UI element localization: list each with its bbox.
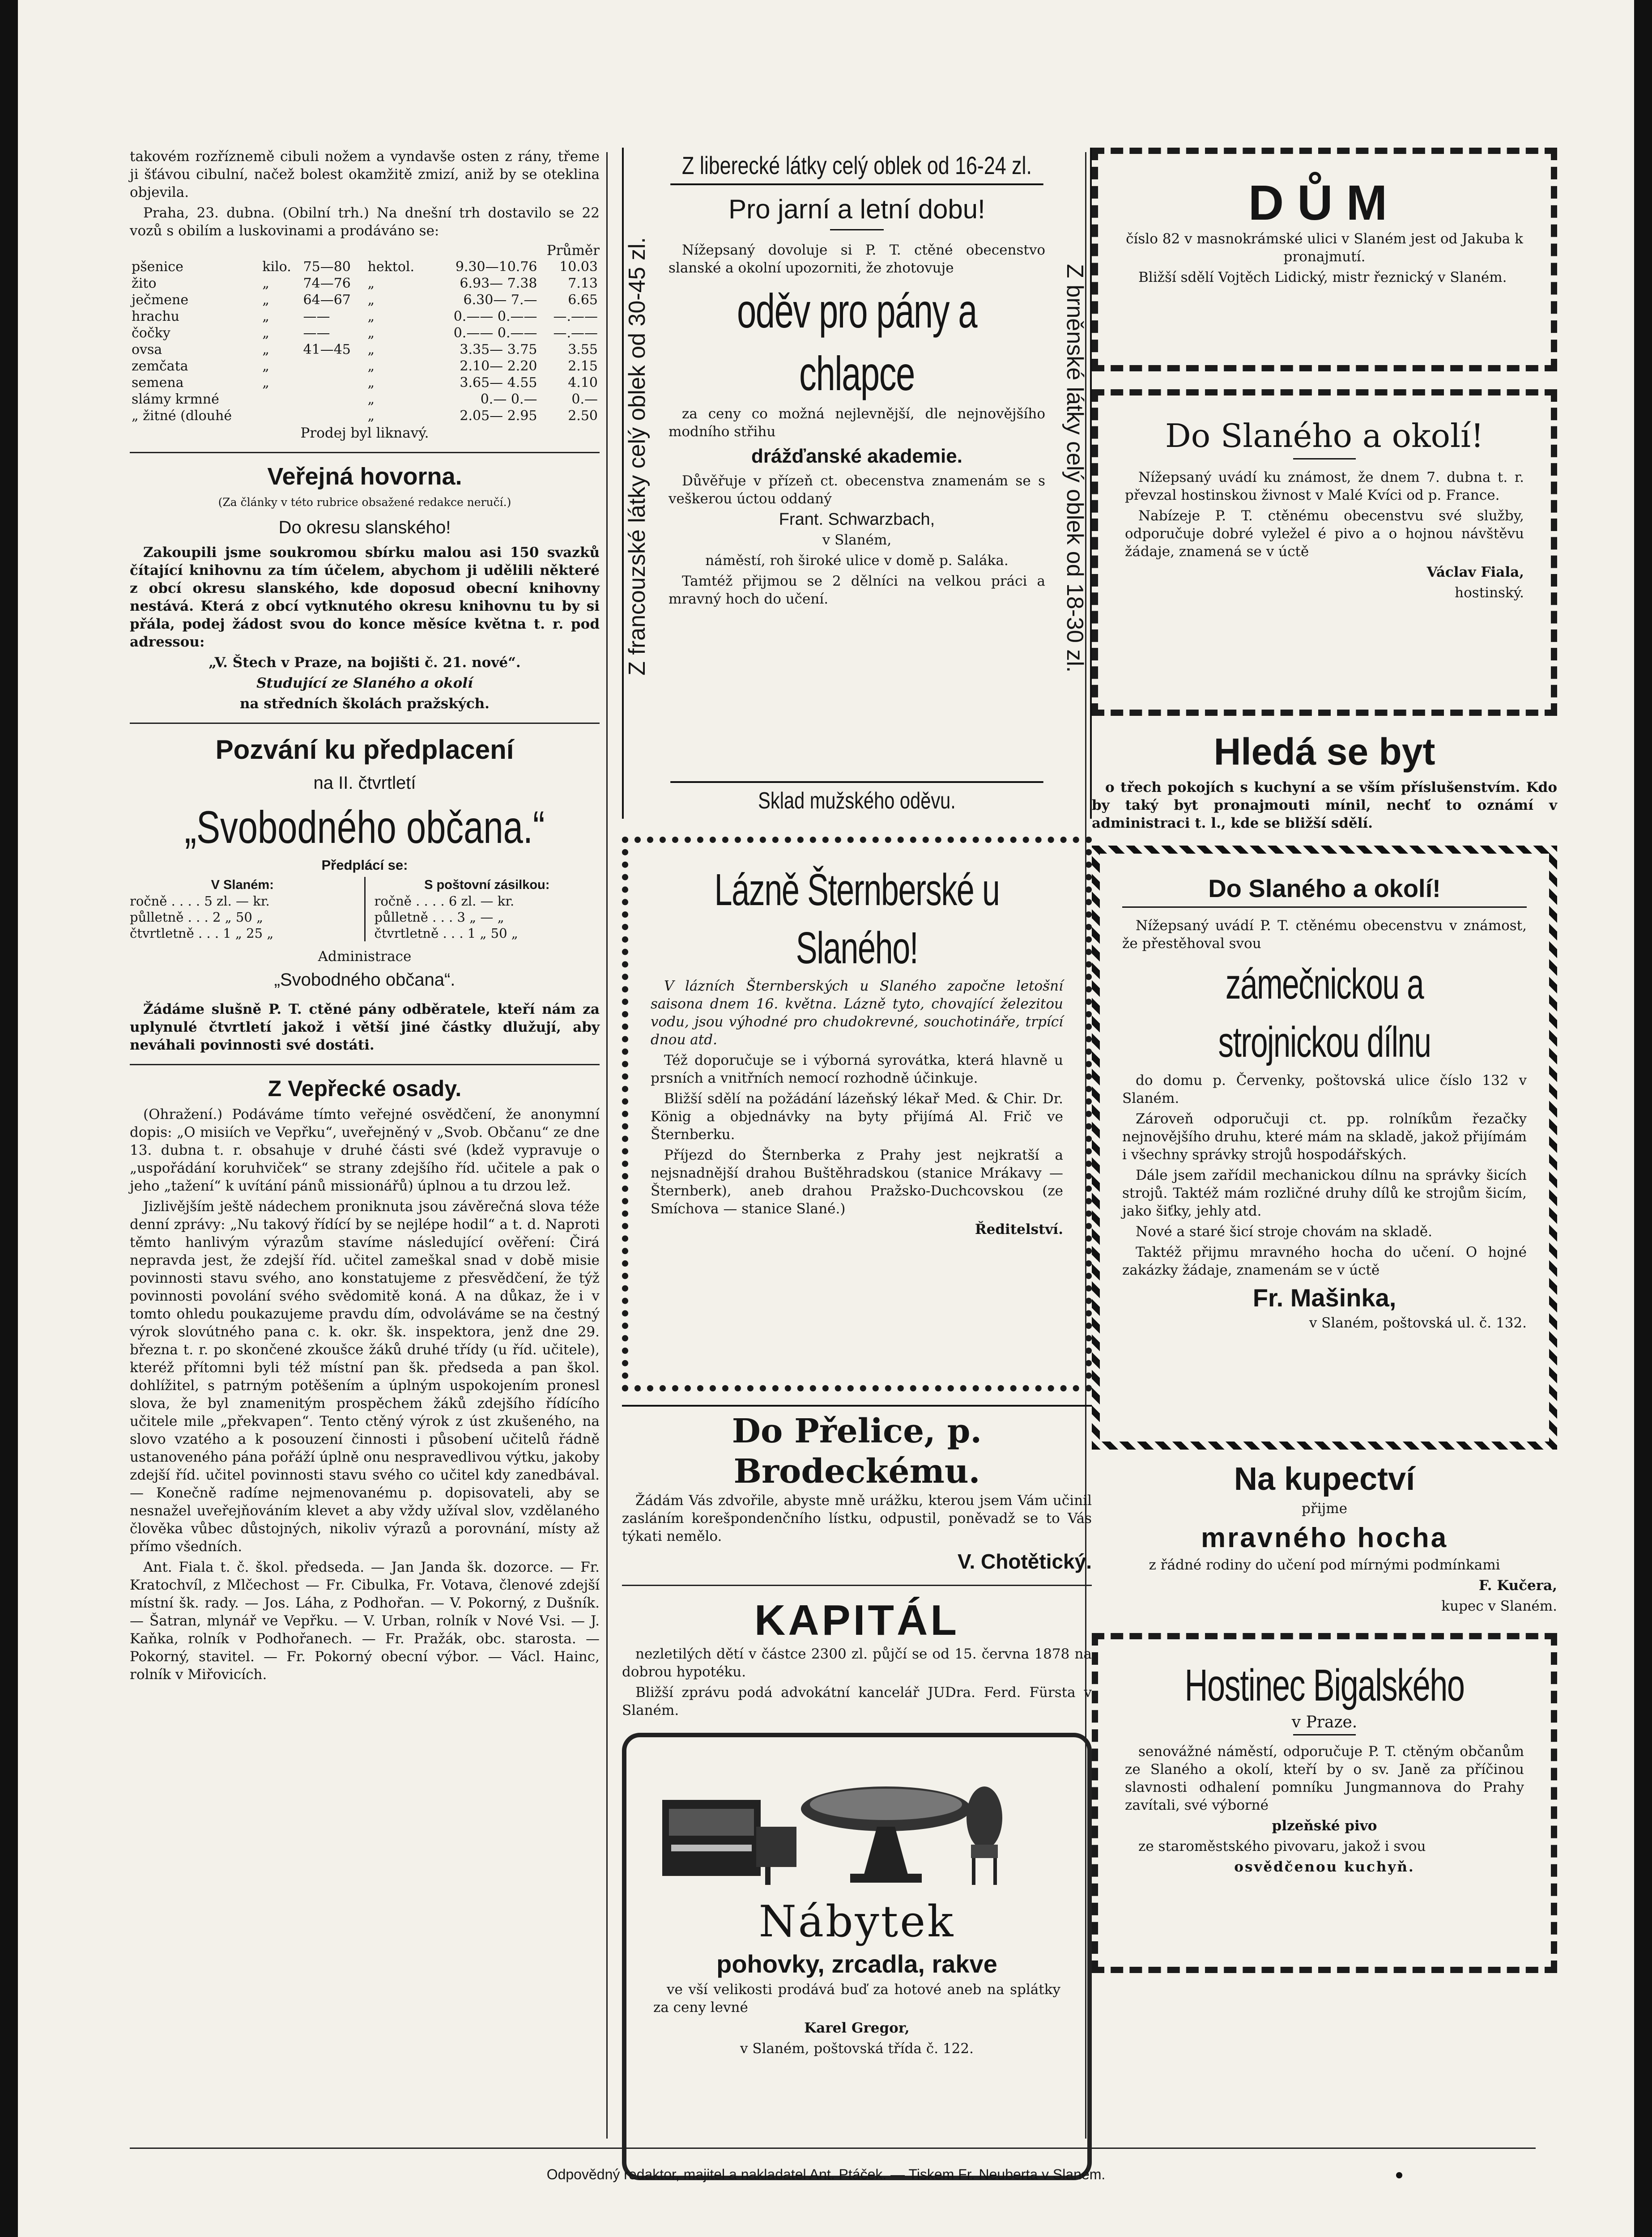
predplat-sub: na II. čtvrtletí [313, 773, 416, 793]
slany-row: půlletně . . . 2 „ 50 „ [130, 910, 264, 925]
market-cell-item: hrachu [132, 309, 179, 324]
slany-head: V Slaném: [211, 878, 274, 892]
market-cell-price: 2.05— 2.95 [460, 408, 537, 424]
schwarzbach-addr-2: náměstí, roh široké ulice v domě p. Saláka. [705, 553, 1009, 569]
lazne-sign: Ředitelství. [975, 1221, 1063, 1238]
predplat-prices: Předplácí se: [321, 857, 408, 873]
market-cell-item: zemčata [132, 358, 188, 374]
veprek-paragraph-2: Jizlivějším ještě nádechem proniknuta jsou závěrečná slova téže denní zprávy: „Nu takový řídící by se nejlépe hodil“ a t. d. Naproti těmto hanlivým výrazům stavíme následující ověření: Čirá nepravda jest, že zdejší říd. učitel zameškal snad v době misie povinnosti stavu svého, ano konstatujeme z přesvědčení, že týž povinnosti povolání svého svědomitě koná. A na důkaz, že i v tomto ohledu poukazujeme pravdu dím, odvoláváme se na čestný výrok slovútného pana c. k. okr. šk. inspektora, jenž dne 29. března t. r. po skončené zkoušce žáků druhé třídy (u říd. učitele), kteréž přítomni byli též místní pan šk. předseda a pan škol. dohlížitel, s patrným potěšením a úplným uspokojením pronesl slova, že byl znamenitým prospěchem žáků zdejšího řídícího učitele mile „překvapen“. Tento ctěný výrok z úst zkušeného, na slovo vzatého a k posouzení činnosti i působení učitelů řádně ustanoveného pána pořáží úplně onu nespravedlivou výtku, jakoby zdejší říd. učitel povinnosti stavu svého co učitel kdy zanedbával. — Konečně radíme nejmenovanému p. dopisovateli, aby se nesnažel uveřejňováním klevet a aby vždy užíval slov, vzdělaného člověka vůbec důstojných, nikoliv výrazů a porovnání, místy až přímo všedních. [130, 1199, 600, 1555]
slany-row: čtvrtletně . . . 1 „ 25 „ [130, 926, 274, 941]
masinka-p6: Taktéž přijmu mravného hocha do učení. O hojné zakázky žádaje, znamenám se v úctě [1122, 1244, 1527, 1278]
schwarzbach-name: Frant. Schwarzbach, [779, 510, 935, 529]
market-heading: Praha, 23. dubna. (Obilní trh.) Na dnešní trh dostavilo se 22 vozů s obilím a luskovinami a prodáváno se: [130, 205, 600, 239]
print-dot [1396, 2172, 1402, 2178]
masinka-ad [1092, 846, 1557, 1450]
bigalsky-beer: plzeňské pivo [1272, 1818, 1377, 1834]
market-row [130, 292, 600, 308]
market-cell-weight [302, 408, 366, 424]
market-row [130, 408, 600, 424]
market-cell-item: semena [132, 375, 184, 391]
market-cell-price: 0.— 0.— [480, 391, 537, 407]
column-left [130, 148, 600, 1686]
schwarzbach-top-banner: Z liberecké látky celý oblek od 16-24 zl. [670, 148, 1043, 185]
byt-text: o třech pokojích s kuchyní a se vším příslušenstvím. Kdo by taký byt pronajmouti mínil, nechť to oznámí v administraci t. l., kde se bližší sdělí. [1092, 779, 1557, 831]
market-cell-w-unit: „ [367, 408, 375, 424]
market-cell-unit: kilo. [262, 259, 291, 275]
market-cell-price: 3.35— 3.75 [460, 342, 537, 357]
prelice-ad [622, 1405, 1092, 1575]
furniture-illustration [653, 1760, 1020, 1894]
nabytek-name: Karel Gregor, [804, 2020, 910, 2036]
schwarzbach-p1: Nížepsaný dovoluje si P. T. ctěné obecenstvo slanské a okolní upozorniti, že zhotovuje [668, 242, 1045, 276]
market-cell-avg: 3.55 [568, 342, 598, 357]
market-cell-unit [260, 391, 301, 408]
market-cell-price: 9.30—10.76 [455, 259, 537, 275]
market-cell-weight: 74—76 [303, 276, 351, 291]
market-cell-avg: 4.10 [568, 375, 598, 391]
divider [130, 1064, 600, 1065]
schwarzbach-p2: za ceny co možná nejlevnější, dle nejnovějšího modního střihu [668, 406, 1045, 440]
nabytek-addr: v Slaném, poštovská třída č. 122. [740, 2041, 974, 2057]
market-cell-avg: 0.— [571, 391, 598, 407]
admin-label: Administrace [318, 948, 412, 965]
market-cell-item: ječmene [132, 292, 189, 308]
posta-row: čtvrtletně . . . 1 „ 50 „ [374, 926, 518, 941]
market-cell-price: 0.—— 0.—— [453, 309, 537, 324]
market-cell-weight: 75—80 [303, 259, 351, 275]
market-cell-w-unit: „ [367, 375, 375, 391]
market-row [130, 325, 600, 341]
column-middle [622, 148, 1092, 2180]
page-edge-left [0, 0, 18, 2237]
market-row [130, 275, 600, 292]
subscription-prices [130, 877, 600, 941]
predplat-paper: „Svobodného občana.“ [184, 802, 545, 853]
posta-row: ročně . . . . 6 zl. — kr. [374, 893, 515, 909]
fiala-role: hostinský. [1455, 585, 1524, 601]
dum-title: DŮM [1248, 175, 1401, 230]
fiala-p2: Nabízeje P. T. ctěnému obecenstvu své služby, odporučuje dobré vyležel é pivo a o hojnou návštěvu žádaje, znamená se v úctě [1125, 508, 1524, 560]
market-cell-price: 6.30— 7.— [463, 292, 537, 308]
masinka-title: Do Slaného a okolí! [1208, 874, 1441, 902]
market-cell-w-unit: „ [367, 342, 375, 357]
market-cell-weight: —— [303, 325, 330, 341]
market-cell-weight [302, 358, 366, 374]
market-cell-weight [302, 391, 366, 408]
market-cell-avg: —.—— [553, 325, 598, 341]
market-cell-price: 0.—— 0.—— [453, 325, 537, 341]
schwarzbach-academy: drážďanské akademie. [751, 445, 962, 467]
market-cell-avg: —.—— [553, 309, 598, 324]
footer-rule [130, 2148, 1536, 2149]
divider [622, 1585, 1092, 1586]
market-row [130, 341, 600, 358]
market-cell-unit: „ [262, 325, 269, 341]
bigalsky-title: Hostinec Bigalského [1184, 1660, 1465, 1710]
divider [130, 723, 600, 724]
schwarzbach-ad [622, 148, 1092, 819]
masinka-p3: Zároveň odporučuji ct. pp. rolníkům řezačky nejnovějšího druhu, které mám na skladě, jakož přijímám i všechny správky strojů hospodářských. [1122, 1111, 1527, 1163]
page-edge-right [1634, 0, 1652, 2237]
prelice-title: Do Přelice, p. Brodeckému. [732, 1412, 982, 1491]
market-cell-avg: 7.13 [568, 276, 598, 291]
okres-title: Do okresu slanského! [278, 518, 451, 537]
market-cell-item: „ žitné (dlouhé [132, 408, 232, 424]
fiala-name: Václav Fiala, [1426, 564, 1524, 580]
market-cell-unit: „ [262, 342, 269, 357]
kupectvi-role: kupec v Slaném. [1441, 1598, 1557, 1614]
fiala-p1: Nížepsaný uvádí ku známost, že dnem 7. dubna t. r. převzal hostinskou živnost v Malé Kvíci od p. France. [1125, 469, 1524, 503]
bigalsky-sub: v Praze. [1291, 1713, 1358, 1731]
market-table [130, 259, 600, 424]
market-cell-avg: 6.65 [568, 292, 598, 308]
market-cell-unit [260, 408, 301, 424]
lazne-title: Lázně Šternberské u Slaného! [714, 865, 1000, 973]
column-right [1092, 148, 1557, 1973]
market-row [130, 259, 600, 275]
byt-title: Hledá se byt [1213, 731, 1435, 773]
bigalsky-kitchen: osvědčenou kuchyň. [1234, 1859, 1415, 1875]
market-cell-price: 2.10— 2.20 [460, 358, 537, 374]
divider [130, 452, 600, 453]
market-cell-item: pšenice [132, 259, 183, 275]
market-cell-w-unit: „ [367, 276, 375, 291]
bigalsky-text-2: ze staroměstského pivovaru, jakož i svou [1138, 1838, 1426, 1854]
market-cell-weight [302, 374, 366, 391]
market-cell-weight: —— [303, 309, 330, 324]
market-cell-w-unit: „ [367, 325, 375, 341]
okres-sign-1: Studující ze Slaného a okolí [256, 675, 473, 691]
market-row [130, 308, 600, 325]
bigalsky-text: senovážné náměstí, odporučuje P. T. ctěným občanům ze Slaného a okolí, kteří by o sv. Janě za příčinou slavnosti odhalení pomníku Jungmannova do Prahy zavítali, své výborné [1125, 1744, 1524, 1813]
kapital-text-2: Bližší zprávu podá advokátní kancelář JUDra. Ferd. Fürsta v Slaném. [622, 1684, 1092, 1718]
masinka-name: Fr. Mašinka, [1252, 1284, 1397, 1312]
market-cell-weight: 41—45 [303, 342, 351, 357]
okres-address: „V. Štech v Praze, na bojišti č. 21. nové“. [209, 655, 521, 671]
zadame-text: Žádáme slušně P. T. ctěné pány odběratele, kteří nám za uplynulé čtvrtletí jakož i větší jiné částky dlužují, aby neváhali povinnosti své dostáti. [130, 1001, 600, 1053]
market-cell-price: 3.65— 4.55 [460, 375, 537, 391]
market-cell-avg: 2.15 [568, 358, 598, 374]
lazne-p2: Též doporučuje se i výborná syrovátka, která hlavně u prsních a vnitřních nemocí rozhodně účinkuje. [651, 1052, 1063, 1086]
masinka-p5: Nové a staré šicí stroje chovám na skladě. [1136, 1224, 1432, 1240]
market-cell-price: 6.93— 7.38 [460, 276, 537, 291]
market-cell-item: čočky [132, 325, 170, 341]
lazne-p1: V lázních Šternberských u Slaného započne letošní saisona dnem 16. května. Lázně tyto, chovající železitou vodu, jsou výhodné pro chudokrevné, souchotináře, trpící dnou atd. [651, 978, 1063, 1048]
market-cell-w-unit: „ [367, 358, 375, 374]
posta-row: půlletně . . . 3 „ — „ [374, 910, 504, 925]
masinka-p1: Nížepsaný uvádí P. T. ctěnému obecenstvu v známost, že přestěhoval svou [1122, 918, 1527, 952]
nabytek-text: ve vší velikosti prodává buď za hotové aneb na splátky za ceny levné [653, 1982, 1060, 2016]
schwarzbach-p4: Tamtéž přijmou se 2 dělníci na velkou práci a mravný hoch do učení. [668, 573, 1045, 607]
market-cell-item: ovsa [132, 342, 162, 357]
market-row [130, 374, 600, 391]
kupectvi-ad [1092, 1463, 1557, 1615]
schwarzbach-right-banner: Z brněnské látky celý oblek od 18-30 zl. [1062, 264, 1088, 673]
fiala-title: Do Slaného a okolí! [1165, 417, 1484, 455]
posta-head: S poštovní zásilkou: [424, 878, 550, 892]
footer-imprint: Odpovědný redaktor, majitel a nakladatel Ant. Ptáček. — Tiskem Fr. Neuberta v Slaném. [546, 2166, 1106, 2182]
market-cell-unit: „ [262, 276, 269, 291]
veprek-paragraph-1: (Ohražení.) Podáváme tímto veřejné osvědčení, že anonymní dopis: „O misiích ve Vepřku“, uveřejněný v „Svob. Občanu“ ze dne 13. dubna t. r. obsahuje v druhé části své (kdež vypravuje o „uspořádání koruhviček“ se strany zdejšího říd. učitele a pak o jeho „tažení“ k uvítání pánů missionářů) úplnou a tu drzou lež. [130, 1106, 600, 1194]
dum-p2: Bližší sdělí Vojtěch Lidický, mistr řeznický v Slaném. [1138, 269, 1507, 285]
market-cell-avg: 10.03 [559, 259, 598, 275]
admin-paper: „Svobodného občana“. [274, 970, 456, 990]
market-cell-item: slámy krmné [132, 391, 219, 407]
dum-ad [1092, 148, 1557, 371]
lazne-p4: Příjezd do Šternberka z Prahy jest nejkratší a nejsnadnější drahou Buštěhradskou (stanice Mrákavy — Šternberk), aneb drahou Pražsko-Duchcovskou (ze Smíchova — stanice Slané.) [651, 1147, 1063, 1217]
prelice-sign: V. Chotětický. [958, 1550, 1092, 1573]
kapital-title: KAPITÁL [754, 1596, 959, 1644]
masinka-addr: v Slaném, poštovská ul. č. 132. [1309, 1315, 1527, 1331]
okres-sign-2: na středních školách pražských. [240, 696, 490, 712]
masinka-p4: Dále jsem zařídil mechanickou dílnu na správky šicích strojů. Taktéž mám rozličné druhy dílů ke strojům šicím, jako šiťky, jehly atd. [1122, 1167, 1527, 1219]
market-cell-unit: „ [262, 375, 269, 391]
market-note: Prodej byl liknavý. [300, 425, 429, 441]
schwarzbach-big: oděv pro pány a chlapce [737, 284, 977, 400]
market-row [130, 391, 600, 408]
market-cell-w-unit: hektol. [367, 259, 415, 275]
prelice-text: Žádám Vás zdvořile, abyste mně urážku, kterou jsem Vám učinil zasláním korešpondenčního lístku, odpustil, poněvadž se to Vás týkati nemělo. [622, 1493, 1092, 1544]
byt-ad [1092, 729, 1557, 832]
market-row [130, 358, 600, 374]
market-cell-w-unit: „ [367, 391, 375, 407]
market-cell-unit: „ [262, 358, 269, 374]
market-cell-item: žito [132, 276, 157, 291]
kupectvi-p2: mravného hocha [1201, 1523, 1448, 1553]
nabytek-title: Nábytek [758, 1897, 955, 1947]
kapital-text: nezletilých dětí v částce 2300 zl. půjčí se od 15. června 1878 na dobrou hypotéku. [622, 1646, 1092, 1680]
masinka-p2: do domu p. Červenky, poštovská ulice číslo 132 v Slaném. [1122, 1072, 1527, 1106]
kupectvi-name: F. Kučera, [1478, 1578, 1557, 1594]
predplat-title: Pozvání ku předplacení [215, 735, 514, 765]
market-cell-unit: „ [262, 309, 269, 324]
kapital-ad [622, 1596, 1092, 1719]
market-cell-weight: 64—67 [303, 292, 351, 308]
bigalsky-ad [1092, 1633, 1557, 1973]
schwarzbach-p3: Důvěřuje v přízeň ct. obecenstva znamenám se s veškerou úctou oddaný [668, 473, 1045, 507]
nabytek-sub: pohovky, zrcadla, rakve [716, 1950, 997, 1978]
veprek-signatures: Ant. Fiala t. č. škol. předseda. — Jan Janda šk. dozorce. — Fr. Kratochvíl, z Mlčechost — Fr. Cibulka, Fr. Votava, členové zdejší místní šk. rady. — Jos. Láha, z Podhořan. — V. Pokorný, z Dušník. — Šatran, mlynář ve Vepřku. — V. Urban, rolník v Nové Vsi. — J. Kaňka, rolník v Podhořanech. — Fr. Pražák, obc. starosta. — Pokorný, stavitel. — Fr. Pokorný obecní výbor. — Václ. Hainc, rolník v Miřovicích. [130, 1559, 600, 1683]
schwarzbach-bottom-banner: Sklad mužského oděvu. [670, 781, 1043, 819]
market-cell-avg: 2.50 [568, 408, 598, 424]
lazne-p3: Bližší sdělí na požádání lázeňský lékař Med. & Chir. Dr. König a objednávky na byty přijímá Al. Frič ve Šternberku. [651, 1091, 1063, 1143]
market-avg-label: Průměr [546, 242, 600, 259]
schwarzbach-addr-1: v Slaném, [822, 532, 892, 548]
schwarzbach-head: Pro jarní a letní dobu! [728, 194, 985, 224]
dum-p1: číslo 82 v masnokrámské ulici v Slaném jest od Jakuba k pronajmutí. [1126, 231, 1523, 265]
schwarzbach-left-banner: Z francouzské látky celý oblek od 30-45 zl. [624, 237, 650, 676]
nabytek-ad [622, 1733, 1092, 2180]
masinka-big: zámečnickou a strojnickou dílnu [1218, 960, 1431, 1066]
kupectvi-title: Na kupectví [1234, 1461, 1415, 1497]
intro-text: takovém rozříznemě cibuli nožem a vyndavše osten z rány, třeme ji šťávou cibulní, načež bolest okamžitě zmizí, aniž by se oteklina objevila. [130, 149, 600, 200]
kupectvi-p1: přijme [1302, 1501, 1347, 1517]
market-cell-w-unit: „ [367, 309, 375, 324]
fiala-ad [1092, 389, 1557, 716]
hovorna-note: (Za články v této rubrice obsažené redakce neručí.) [218, 496, 511, 509]
market-cell-w-unit: „ [367, 292, 375, 308]
column-rule-1 [606, 152, 608, 2139]
hovorna-title: Veřejná hovorna. [267, 463, 462, 490]
okres-text: Zakoupili jsme soukromou sbírku malou asi 150 svazků čítající knihovnu za tím účelem, abychom ji udělili některé z obcí okresu slanského, kde doposud obecní knihovny nestává. Která z obcí vytknutého okresu knihovnu tu by si přála, podej žádost svou do konce měsíce května t. r. pod adressou: [130, 544, 600, 650]
veprek-title: Z Vepřecké osady. [268, 1076, 462, 1101]
market-cell-unit: „ [262, 292, 269, 308]
slany-row: ročně . . . . 5 zl. — kr. [130, 893, 270, 909]
kupectvi-p3: z řádné rodiny do učení pod mírnými podmínkami [1149, 1557, 1500, 1573]
lazne-ad [622, 837, 1092, 1391]
